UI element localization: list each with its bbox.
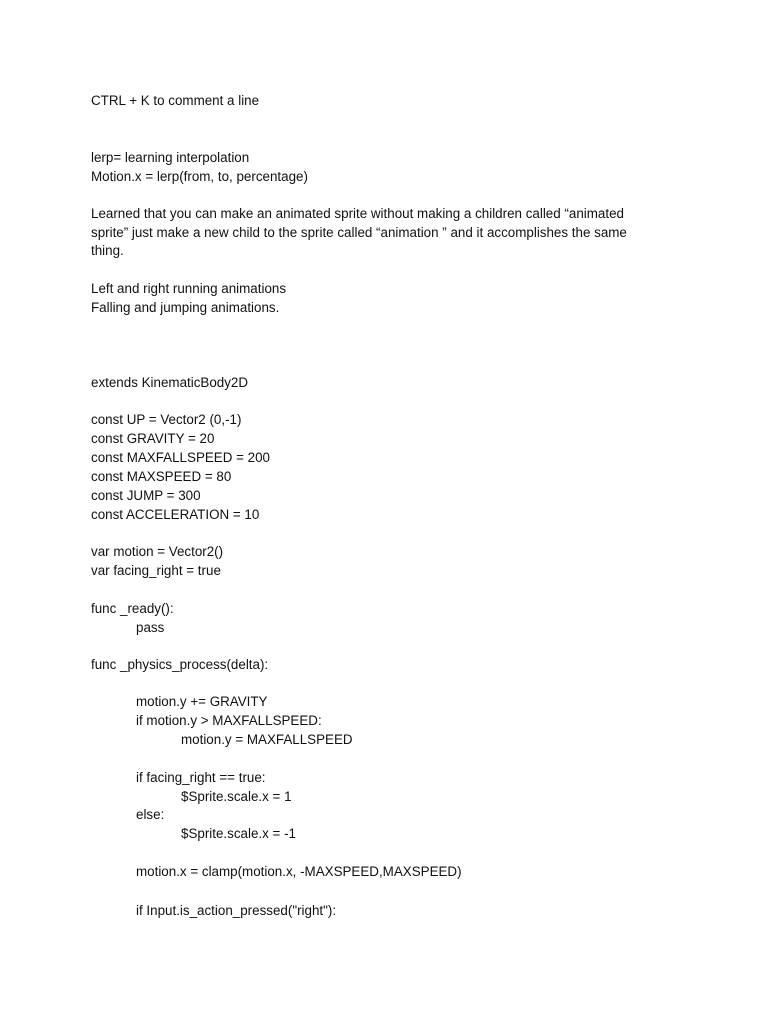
code-motion-y-max: motion.y = MAXFALLSPEED	[181, 732, 353, 747]
code-func-physics: func _physics_process(delta):	[91, 657, 269, 672]
code-if-facing-right: if facing_right == true:	[136, 770, 266, 785]
code-const-maxfallspeed: const MAXFALLSPEED = 200	[91, 450, 271, 465]
code-motion-y-gravity: motion.y += GRAVITY	[136, 694, 268, 709]
code-const-jump: const JUMP = 300	[91, 488, 201, 503]
code-const-acceleration: const ACCELERATION = 10	[91, 507, 260, 522]
code-extends: extends KinematicBody2D	[91, 375, 249, 390]
code-else: else:	[136, 807, 165, 822]
lerp-usage: Motion.x = lerp(from, to, percentage)	[91, 169, 308, 184]
animated-sprite-paragraph: Learned that you can make an animated sprite without making a children called “animated sprite” just make a new child to the sprite called “animation ” and it accomplishes the same thing.	[91, 206, 627, 259]
code-pass: pass	[136, 620, 165, 635]
code-if-motion-y: if motion.y > MAXFALLSPEED:	[136, 713, 322, 728]
animations-line-1: Left and right running animations	[91, 281, 287, 296]
code-func-ready: func _ready():	[91, 601, 174, 616]
shortcut-note: CTRL + K to comment a line	[91, 93, 260, 108]
animations-line-2: Falling and jumping animations.	[91, 300, 280, 315]
code-sprite-scale-pos: $Sprite.scale.x = 1	[181, 789, 292, 804]
code-const-maxspeed: const MAXSPEED = 80	[91, 469, 232, 484]
lerp-definition: lerp= learning interpolation	[91, 150, 250, 165]
code-var-motion: var motion = Vector2()	[91, 544, 224, 559]
code-sprite-scale-neg: $Sprite.scale.x = -1	[181, 826, 296, 841]
code-motion-x-clamp: motion.x = clamp(motion.x, -MAXSPEED,MAXSPEED)	[136, 864, 462, 879]
code-const-gravity: const GRAVITY = 20	[91, 431, 215, 446]
code-if-input-right: if Input.is_action_pressed("right"):	[136, 903, 337, 918]
code-const-up: const UP = Vector2 (0,-1)	[91, 412, 242, 427]
code-var-facing-right: var facing_right = true	[91, 563, 221, 578]
